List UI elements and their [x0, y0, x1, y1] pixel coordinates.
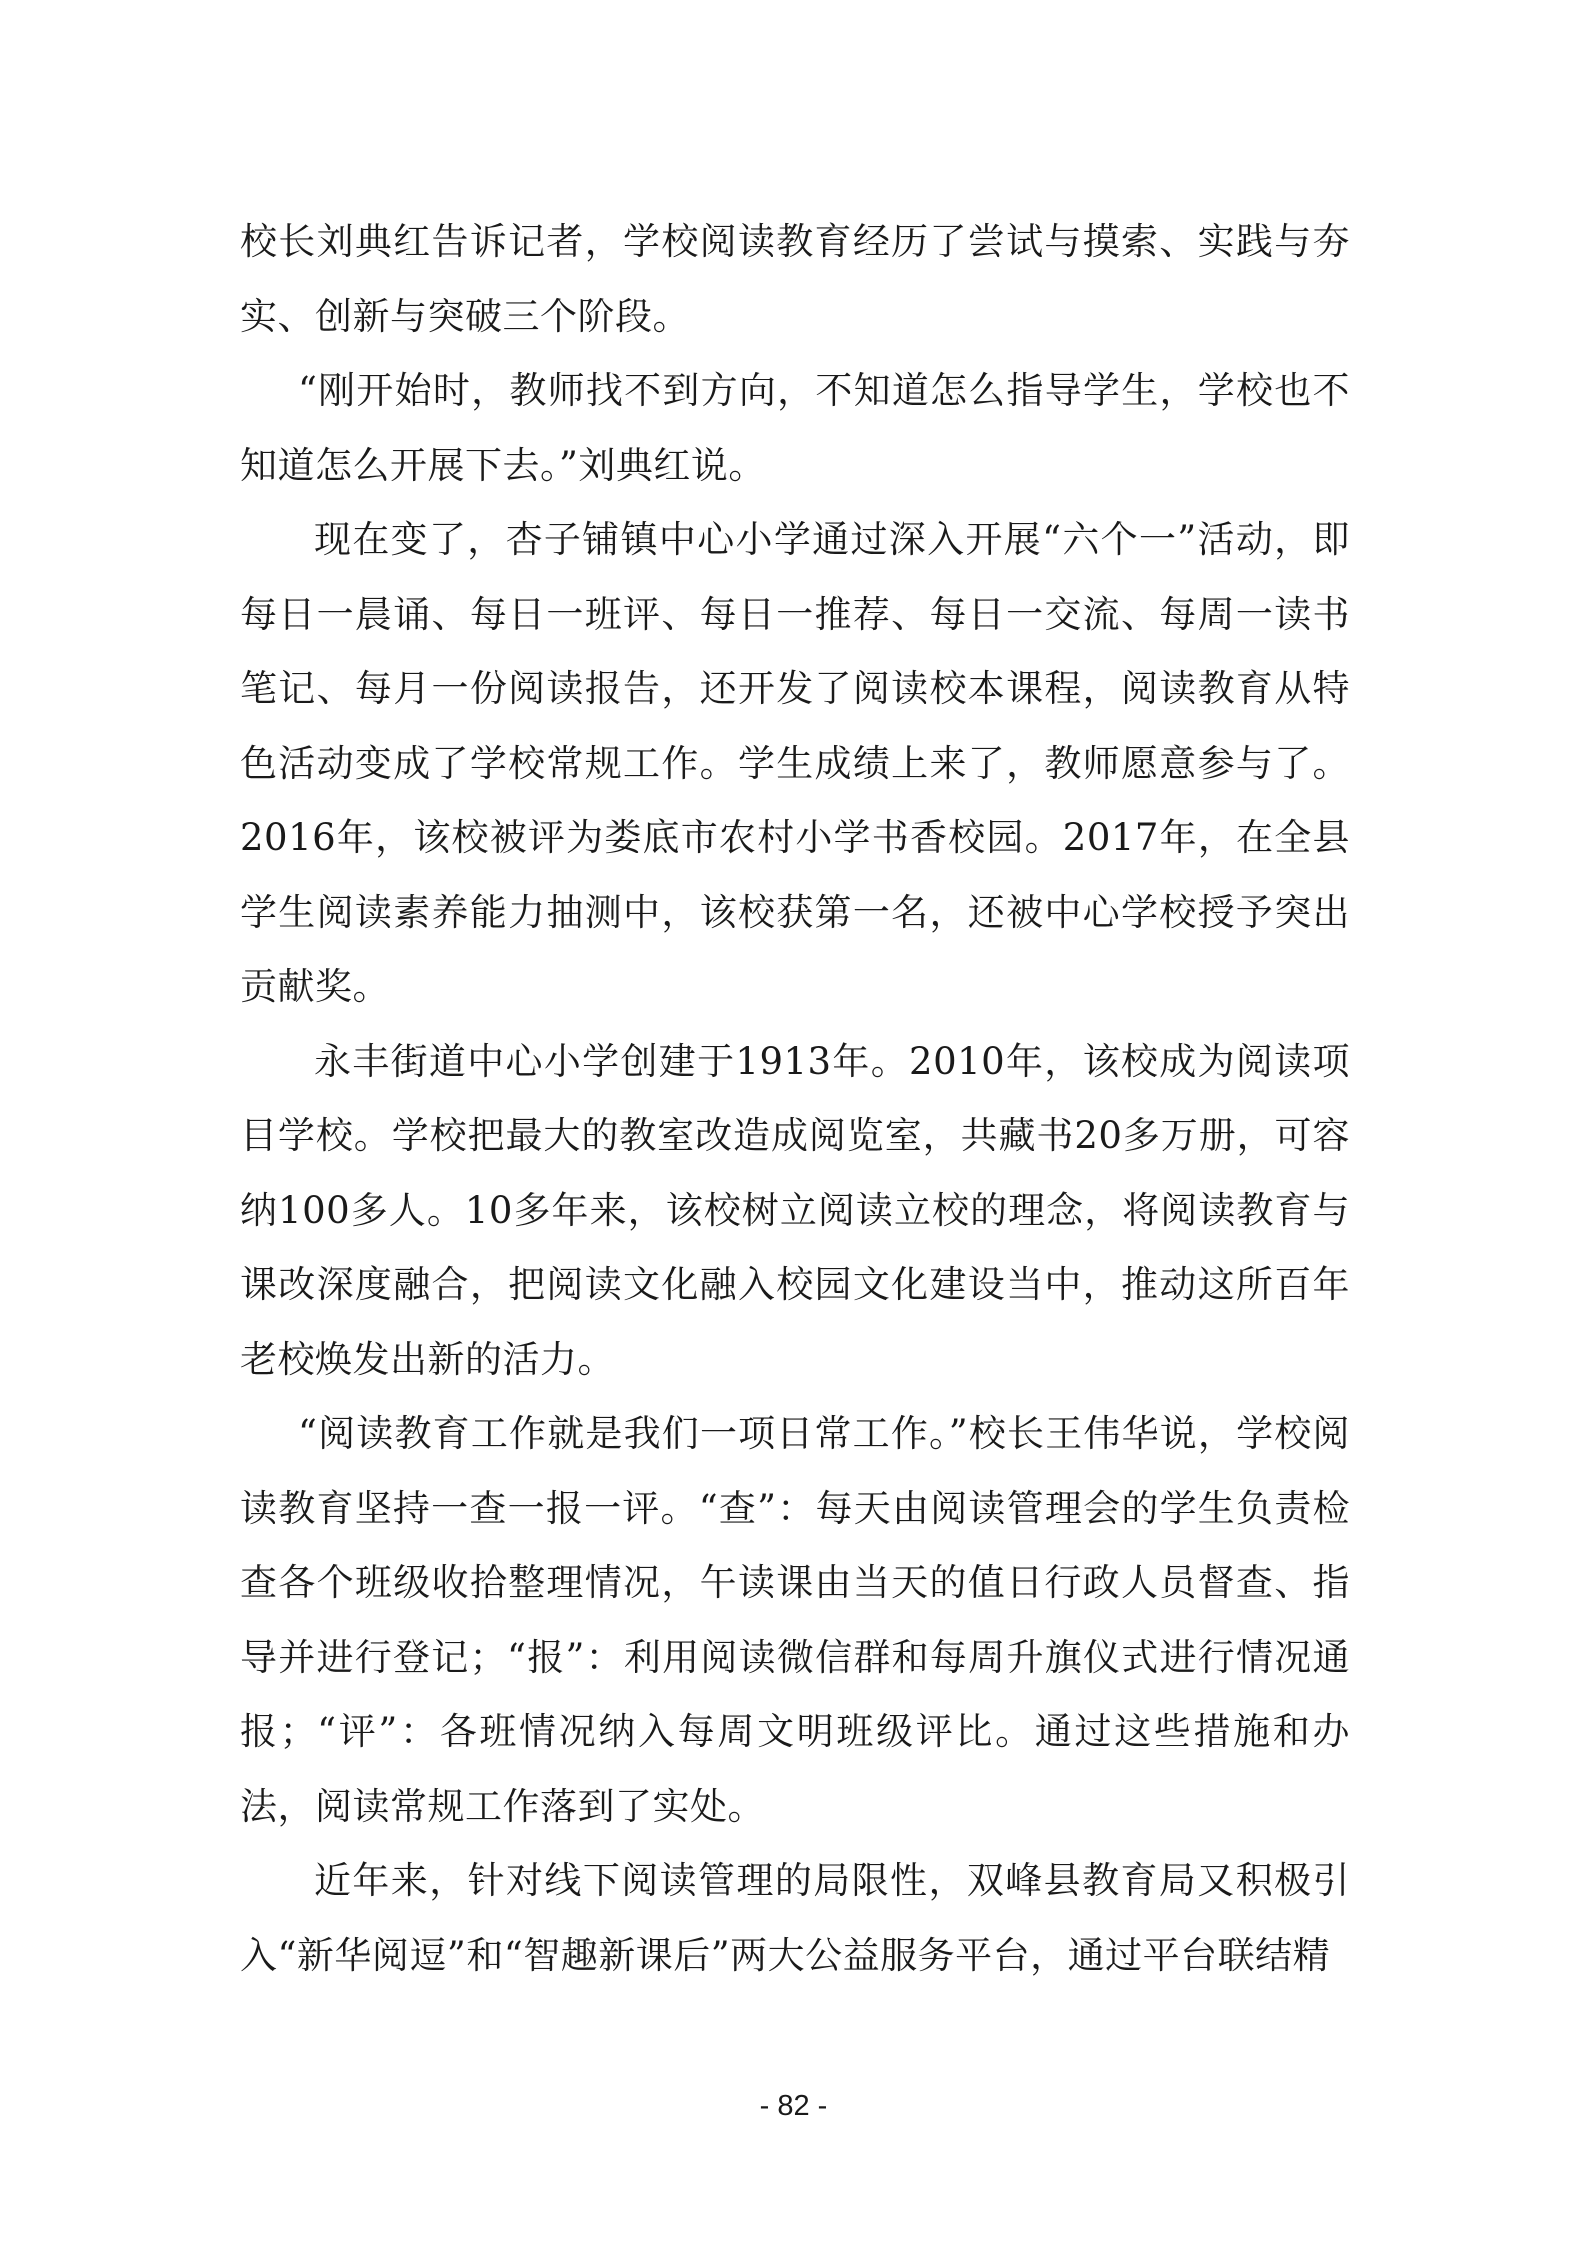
page-number: - 82 -: [759, 2090, 828, 2122]
paragraph-6: 近年来，针对线下阅读管理的局限性，双峰县教育局又积极引入“新华阅逗”和“智趣新课后”两大公益服务平台，通过平台联结精: [240, 1859, 1350, 1977]
paragraph-1: 校长刘典红告诉记者，学校阅读教育经历了尝试与摸索、实践与夯实、创新与突破三个阶段。: [240, 220, 1350, 338]
paragraph-5: “阅读教育工作就是我们一项日常工作。”校长王伟华说，学校阅读教育坚持一查一报一评。“查”：每天由阅读管理会的学生负责检查各个班级收拾整理情况，午读课由当天的值日行政人员督查、指导并进行登记；“报”：利用阅读微信群和每周升旗仪式进行情况通报；“评”：各班情况纳入每周文明班级评比。通过这些措施和办法，阅读常规工作落到了实处。: [240, 1412, 1350, 1828]
paragraph-3: 现在变了，杏子铺镇中心小学通过深入开展“六个一”活动，即每日一晨诵、每日一班评、每日一推荐、每日一交流、每周一读书笔记、每月一份阅读报告，还开发了阅读校本课程，阅读教育从特色活动变成了学校常规工作。学生成绩上来了，教师愿意参与了。2016年，该校被评为娄底市农村小学书香校园。2017年，在全县学生阅读素养能力抽测中，该校获第一名，还被中心学校授予突出贡献奖。: [240, 518, 1350, 1008]
paragraph-2: “刚开始时，教师找不到方向，不知道怎么指导学生，学校也不知道怎么开展下去。”刘典红说。: [240, 369, 1350, 487]
body-text: [240, 205, 1350, 1993]
paragraph-4: 永丰街道中心小学创建于1913年。2010年，该校成为阅读项目学校。学校把最大的教室改造成阅览室，共藏书20多万册，可容纳100多人。10多年来，该校树立阅读立校的理念，将阅读教育与课改深度融合，把阅读文化融入校园文化建设当中，推动这所百年老校焕发出新的活力。: [240, 1039, 1350, 1381]
